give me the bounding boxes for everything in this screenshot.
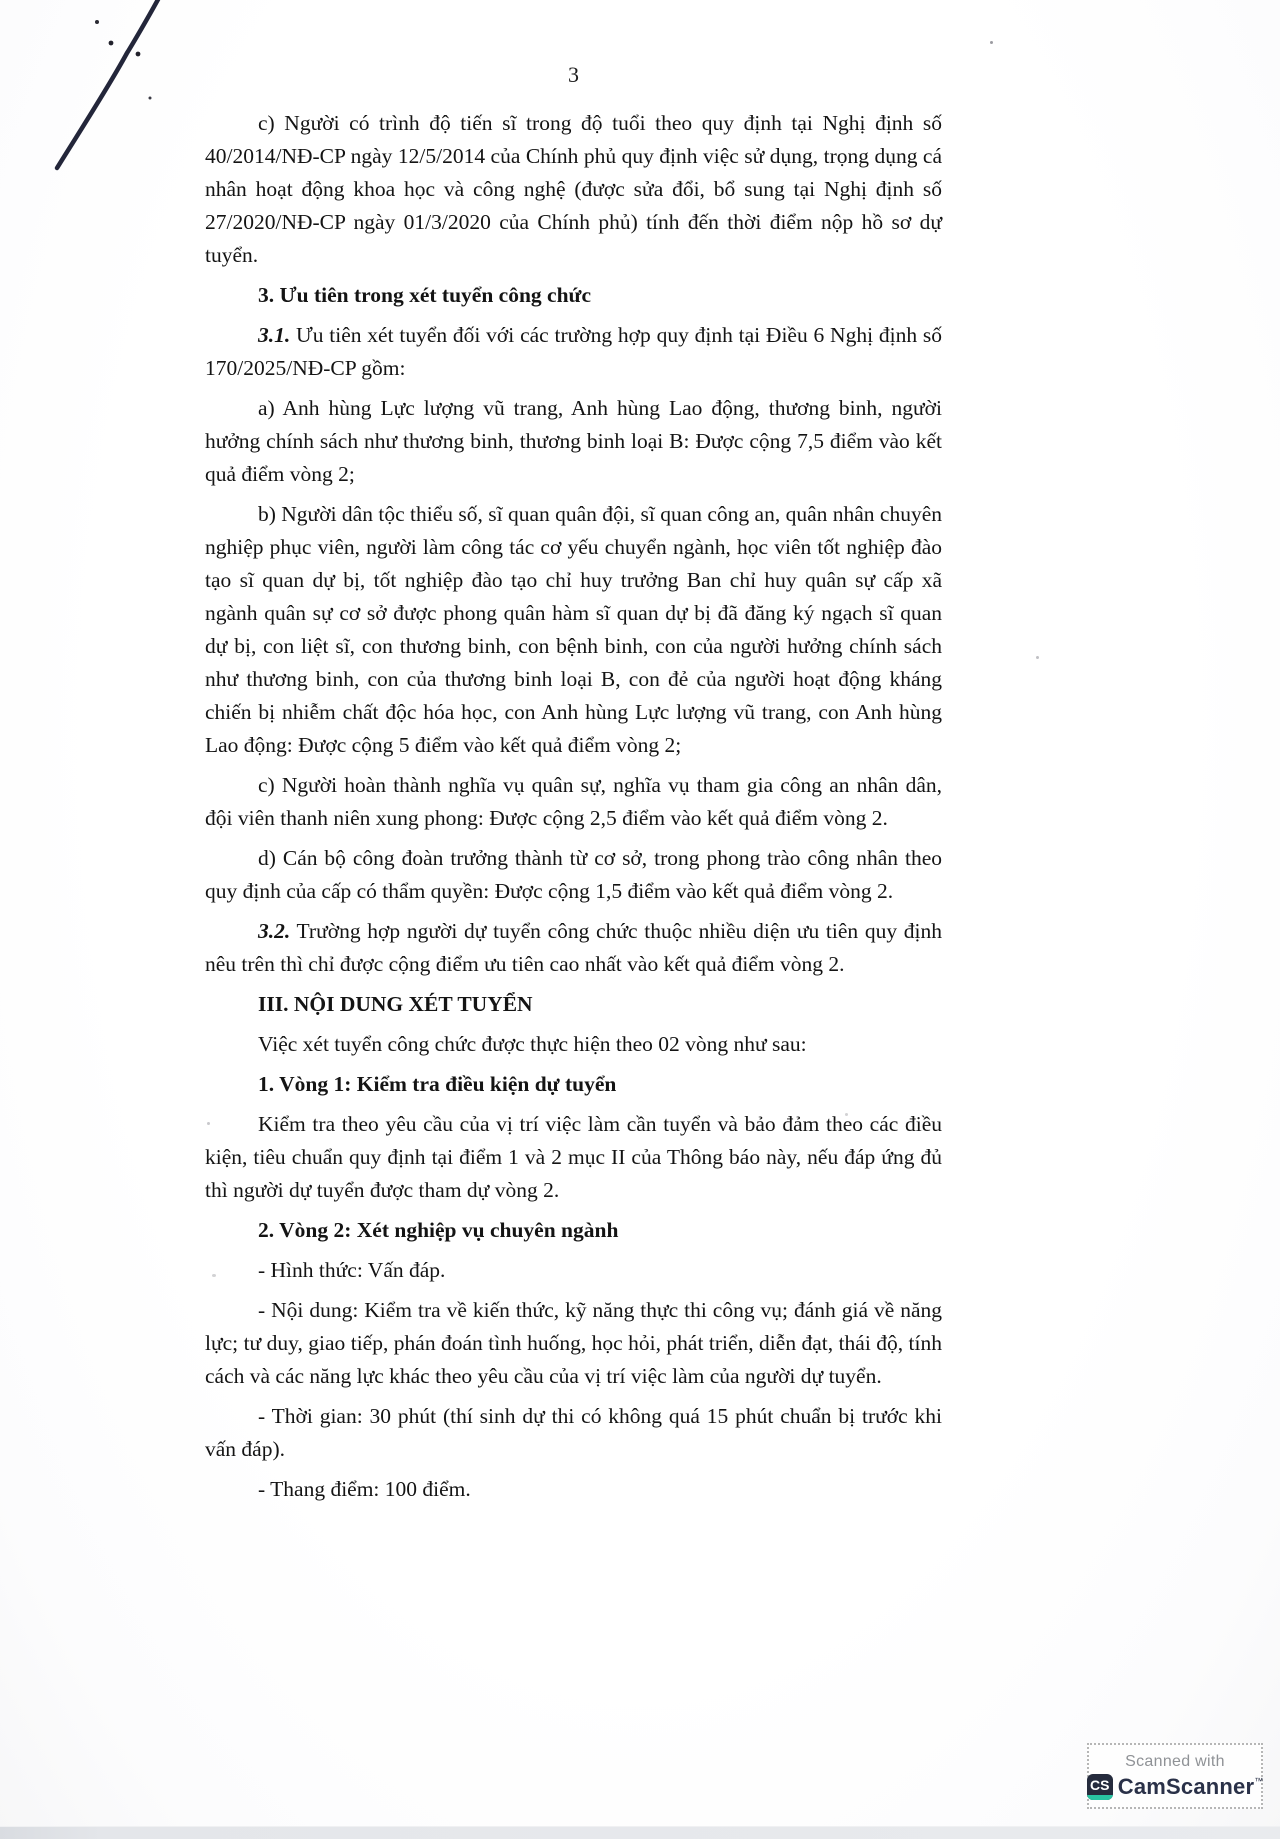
scanned-with-label: Scanned with bbox=[1125, 1752, 1225, 1770]
paragraph: - Nội dung: Kiểm tra về kiến thức, kỹ năng thực thi công vụ; đánh giá về năng lực; tư duy, giao tiếp, phán đoán tình huống, học hỏi, phát triển, diễn đạt, thái độ, tính cách và các năng lực khác theo yêu cầu của vị trí việc làm của người dự tuyển. bbox=[205, 1298, 942, 1388]
paragraph: b) Người dân tộc thiểu số, sĩ quan quân đội, sĩ quan công an, quân nhân chuyên nghiệp phục viên, người làm công tác cơ yếu chuyển ngành, học viên tốt nghiệp đào tạo sĩ quan dự bị, tốt nghiệp đào tạo chỉ huy trưởng Ban chỉ huy quân sự cấp xã ngành quân sự cơ sở được phong quân hàm sĩ quan dự bị đã đăng ký ngạch sĩ quan dự bị, con liệt sĩ, con thương binh, con bệnh binh, con của người hưởng chính sách như thương binh, con của thương binh loại B, con đẻ của người hoạt động kháng chiến bị nhiễm chất độc hóa học, con Anh hùng Lực lượng vũ trang, con Anh hùng Lao động: Được cộng 5 điểm vào kết quả điểm vòng 2; bbox=[205, 502, 943, 757]
heading-paragraph: 2. Vòng 2: Xét nghiệp vụ chuyên ngành bbox=[258, 1218, 619, 1242]
heading-paragraph: 1. Vòng 1: Kiểm tra điều kiện dự tuyển bbox=[258, 1072, 617, 1096]
paragraph: Việc xét tuyển công chức được thực hiện theo 02 vòng như sau: bbox=[258, 1032, 807, 1056]
paragraph: c) Người hoàn thành nghĩa vụ quân sự, nghĩa vụ tham gia công an nhân dân, đội viên thanh niên xung phong: Được cộng 2,5 điểm vào kết quả điểm vòng 2. bbox=[205, 773, 942, 830]
bottom-edge-bar bbox=[0, 1826, 1280, 1839]
paragraph: d) Cán bộ công đoàn trưởng thành từ cơ sở, trong phong trào công nhân theo quy định của cấp có thẩm quyền: Được cộng 1,5 điểm vào kết quả điểm vòng 2. bbox=[205, 846, 942, 903]
paragraph: c) Người có trình độ tiến sĩ trong độ tuổi theo quy định tại Nghị định số 40/2014/NĐ-CP ngày 12/5/2014 của Chính phủ quy định việc sử dụng, trọng dụng cá nhân hoạt động khoa học và công nghệ (được sửa đổi, bổ sung tại Nghị định số 27/2020/NĐ-CP ngày 01/3/2020 của Chính phủ) tính đến thời điểm nộp hồ sơ dự tuyển. bbox=[205, 111, 942, 267]
camscanner-badge bbox=[1087, 1743, 1263, 1809]
heading-paragraph: III. NỘI DUNG XÉT TUYỂN bbox=[258, 992, 533, 1016]
paragraph-lead-number: 3.2. bbox=[258, 919, 291, 943]
heading-paragraph: 3. Ưu tiên trong xét tuyển công chức bbox=[258, 283, 591, 307]
paragraph: - Thời gian: 30 phút (thí sinh dự thi có không quá 15 phút chuẩn bị trước khi vấn đáp). bbox=[205, 1404, 942, 1461]
page-number: 3 bbox=[568, 62, 579, 87]
camscanner-brand-row bbox=[1087, 1774, 1264, 1800]
paragraph: a) Anh hùng Lực lượng vũ trang, Anh hùng Lao động, thương binh, người hưởng chính sách như thương binh, thương binh loại B: Được cộng 7,5 điểm vào kết quả điểm vòng 2; bbox=[205, 396, 942, 486]
paragraph: Kiểm tra theo yêu cầu của vị trí việc làm cần tuyển và bảo đảm theo các điều kiện, tiêu chuẩn quy định tại điểm 1 và 2 mục II của Thông báo này, nếu đáp ứng đủ thì người dự tuyển được tham dự vòng 2. bbox=[205, 1112, 942, 1202]
paragraph-lead-number: 3.1. bbox=[258, 323, 291, 347]
trademark-symbol: ™ bbox=[1254, 1775, 1264, 1786]
camscanner-logo-teal-bar bbox=[1087, 1795, 1113, 1800]
paragraph: 3.2. Trường hợp người dự tuyển công chức thuộc nhiều diện ưu tiên quy định nêu trên thì chỉ được cộng điểm ưu tiên cao nhất vào kết quả điểm vòng 2. bbox=[205, 919, 942, 976]
document-body bbox=[205, 107, 942, 1513]
paragraph: - Hình thức: Vấn đáp. bbox=[258, 1258, 446, 1282]
pen-stroke-mark bbox=[0, 0, 230, 210]
camscanner-logo-icon: CS bbox=[1087, 1774, 1113, 1800]
paragraph: - Thang điểm: 100 điểm. bbox=[258, 1477, 471, 1501]
paragraph: 3.1. Ưu tiên xét tuyển đối với các trường hợp quy định tại Điều 6 Nghị định số 170/2025/NĐ-CP gồm: bbox=[205, 323, 942, 380]
camscanner-brand-text: CamScanner bbox=[1117, 1773, 1255, 1799]
